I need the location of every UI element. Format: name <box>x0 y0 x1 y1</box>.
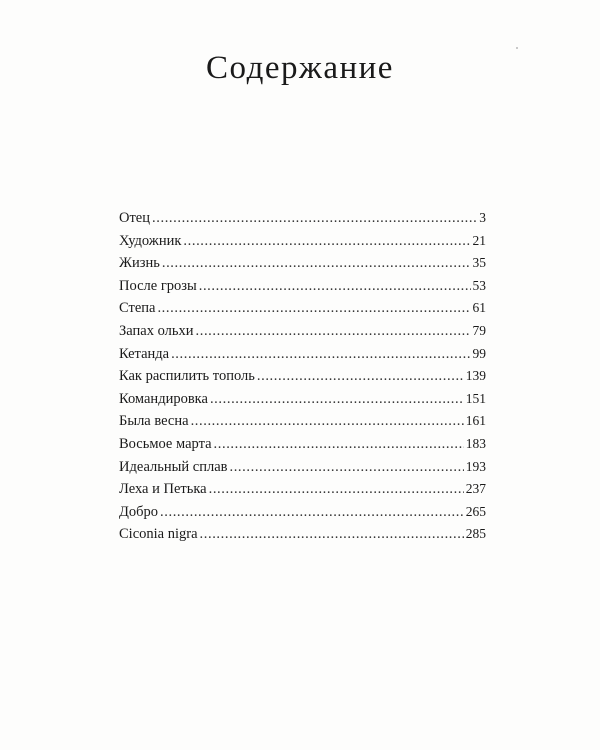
toc-entry-title: Командировка <box>119 390 208 407</box>
toc-entry <box>119 410 486 433</box>
toc-entry-page: 21 <box>472 232 486 248</box>
dot-leader <box>257 365 464 388</box>
toc-entry <box>119 207 486 230</box>
dot-leader <box>183 230 470 253</box>
toc-entry-page: 61 <box>472 300 486 316</box>
dot-leader <box>160 501 464 524</box>
toc-entry-page: 53 <box>472 277 486 293</box>
toc-entry-title: Ciconia nigra <box>119 526 198 543</box>
toc-entry-page: 139 <box>465 368 486 384</box>
table-of-contents <box>119 207 486 546</box>
toc-entry-page: 285 <box>465 526 486 542</box>
toc-entry <box>119 478 486 501</box>
toc-entry-page: 237 <box>465 481 486 497</box>
toc-entry <box>119 388 486 411</box>
toc-entry <box>119 501 486 524</box>
toc-entry-page: 3 <box>479 210 486 225</box>
dot-leader <box>171 343 470 366</box>
toc-entry <box>119 320 486 343</box>
page-title: Содержание <box>206 50 394 86</box>
dot-leader <box>209 478 464 501</box>
toc-entry-title: Как распилить тополь <box>119 368 255 385</box>
toc-entry <box>119 456 486 479</box>
toc-entry-page: 265 <box>465 503 486 519</box>
toc-entry <box>119 343 486 366</box>
toc-entry-title: Запах ольхи <box>119 322 194 339</box>
dot-leader <box>152 207 477 230</box>
dot-leader <box>214 433 464 456</box>
toc-entry <box>119 275 486 298</box>
toc-entry-title: Добро <box>119 503 159 520</box>
toc-entry <box>119 252 486 275</box>
dot-leader <box>157 297 470 320</box>
toc-entry-title: Леха и Петька <box>119 481 207 498</box>
dot-leader <box>191 410 464 433</box>
paper-speck <box>516 47 518 49</box>
dot-leader <box>199 275 471 298</box>
toc-entry <box>119 230 486 253</box>
toc-entry-title: Степа <box>119 300 156 317</box>
toc-entry-page: 35 <box>472 255 486 271</box>
toc-entry <box>119 523 486 546</box>
toc-entry-page: 193 <box>465 458 486 474</box>
toc-entry-title: Кетанда <box>119 345 170 362</box>
toc-entry-page: 151 <box>465 390 486 406</box>
toc-entry-page: 183 <box>465 435 486 451</box>
dot-leader <box>200 523 464 546</box>
toc-entry-page: 79 <box>472 322 486 338</box>
toc-entry <box>119 297 486 320</box>
dot-leader <box>162 252 471 275</box>
toc-entry-title: Была весна <box>119 413 189 430</box>
toc-entry <box>119 365 486 388</box>
toc-entry-title: Идеальный сплав <box>119 458 228 475</box>
dot-leader <box>229 456 463 479</box>
toc-entry-page: 99 <box>472 345 486 361</box>
toc-entry-title: Жизнь <box>119 255 160 272</box>
toc-entry-title: Художник <box>119 232 182 249</box>
toc-entry-title: После грозы <box>119 277 197 294</box>
toc-entry-title: Отец <box>119 210 151 226</box>
toc-entry-page: 161 <box>465 413 486 429</box>
toc-entry <box>119 433 486 456</box>
dot-leader <box>210 388 464 411</box>
dot-leader <box>196 320 471 343</box>
toc-entry-title: Восьмое марта <box>119 435 212 452</box>
